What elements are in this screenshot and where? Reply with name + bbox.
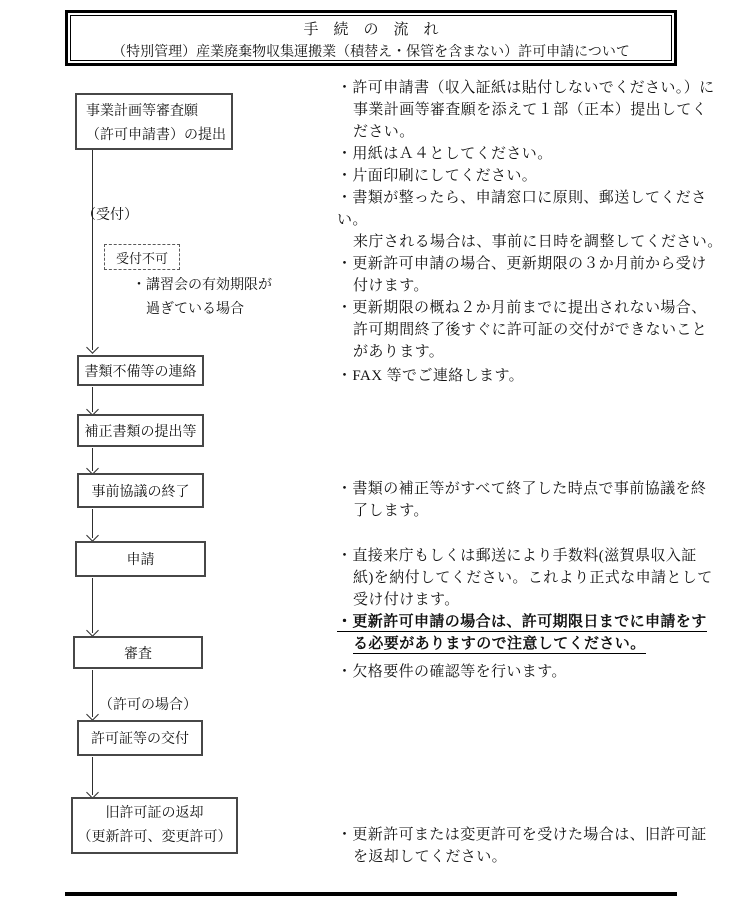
- note-line-warning: ・更新許可申請の場合は、許可期限日までに申請をす: [337, 614, 707, 630]
- flow-box-submission-line1: 事業計画等審査願: [86, 104, 198, 119]
- rejection-box-label: 受付不可: [115, 250, 168, 266]
- header-box-inner: [70, 15, 672, 61]
- note-line: ・FAX 等でご連絡します。: [337, 368, 525, 384]
- note-line: を返却してください。: [353, 849, 508, 865]
- flow-arrow-5: [92, 578, 93, 633]
- flow-box-incomplete-notice: 書類不備等の連絡: [77, 355, 204, 386]
- note-line: 許可期間終了後すぐに許可証の交付ができないこと: [353, 322, 708, 338]
- flow-box-permit-issuance: 許可証等の交付: [77, 720, 203, 756]
- note-line: い。: [337, 212, 368, 228]
- note-line: ・書類が整ったら、申請窓口に原則、郵送してくださ: [337, 190, 707, 206]
- note-line: 紙)を納付してください。これより正式な申請として: [353, 570, 713, 586]
- rejection-box: [104, 244, 180, 270]
- rejection-reason-line2: 過ぎている場合: [146, 302, 244, 317]
- page-title: 手 続 の 流 れ: [303, 22, 439, 38]
- flow-box-old-permit-return-line2: （更新許可、変更許可）: [77, 829, 232, 845]
- note-block-examination: [337, 661, 737, 683]
- note-block-old-permit: [337, 824, 737, 868]
- flow-box-application: 申請: [75, 541, 206, 577]
- flow-box-submission: [75, 93, 233, 150]
- note-line: ・片面印刷にしてください。: [337, 168, 538, 184]
- note-line: があります。: [353, 344, 445, 360]
- note-line: ・更新許可または変更許可を受けた場合は、旧許可証: [337, 827, 707, 843]
- note-line: ・更新許可申請の場合、更新期限の３か月前から受け: [337, 256, 707, 272]
- note-line: 付けます。: [353, 278, 429, 294]
- page-bottom-rule: [65, 892, 677, 896]
- flow-arrow-2: [92, 387, 93, 412]
- note-line: ださい。: [353, 124, 415, 140]
- flow-arrow-3: [92, 448, 93, 471]
- note-line: ・許可申請書（収入証紙は貼付しないでください。）に: [337, 80, 715, 96]
- note-block-incomplete: [337, 365, 737, 387]
- note-block-submission: [337, 77, 737, 363]
- note-line: 事業計画等審査願を添えて１部（正本）提出してく: [353, 102, 708, 118]
- note-block-application: [337, 545, 737, 611]
- flow-box-examination: 審査: [73, 636, 203, 669]
- note-block-renewal-warning: [337, 611, 737, 655]
- note-line: ・書類の補正等がすべて終了した時点で事前協議を終: [337, 481, 707, 497]
- note-block-pre-consultation: [337, 478, 737, 522]
- flow-arrow-7: [92, 757, 93, 795]
- flow-box-submission-line2: （許可申請書）の提出: [86, 128, 226, 143]
- reception-label: （受付）: [82, 208, 138, 223]
- flow-box-correction-docs: 補正書類の提出等: [77, 414, 204, 447]
- note-line-warning: る必要がありますので注意してください。: [353, 636, 646, 652]
- note-line: 来庁される場合は、事前に日時を調整してください。: [353, 234, 723, 250]
- note-line: ・直接来庁もしくは郵送により手数料(滋賀県収入証: [337, 548, 697, 564]
- header-box: [65, 10, 677, 66]
- rejection-reason-line1: ・講習会の有効期限が: [132, 278, 272, 293]
- note-line: 了します。: [353, 503, 429, 519]
- flow-box-old-permit-return-line1: 旧許可証の返却: [105, 805, 204, 821]
- note-line: ・用紙はＡ４としてください。: [337, 146, 553, 162]
- flow-arrow-4: [92, 509, 93, 538]
- flow-box-pre-consultation-end: 事前協議の終了: [77, 473, 204, 508]
- flow-arrow-1: [92, 150, 93, 350]
- flow-box-old-permit-return: [71, 797, 238, 854]
- note-line: ・更新期限の概ね２か月前までに提出されない場合、: [337, 300, 707, 316]
- note-line: 受け付けます。: [353, 592, 460, 608]
- permit-case-label: （許可の場合）: [99, 698, 197, 713]
- flow-arrow-6: [92, 670, 93, 717]
- page-subtitle: （特別管理）産業廃棄物収集運搬業（積替え・保管を含まない）許可申請について: [112, 45, 630, 60]
- note-line: ・欠格要件の確認等を行います。: [337, 664, 567, 680]
